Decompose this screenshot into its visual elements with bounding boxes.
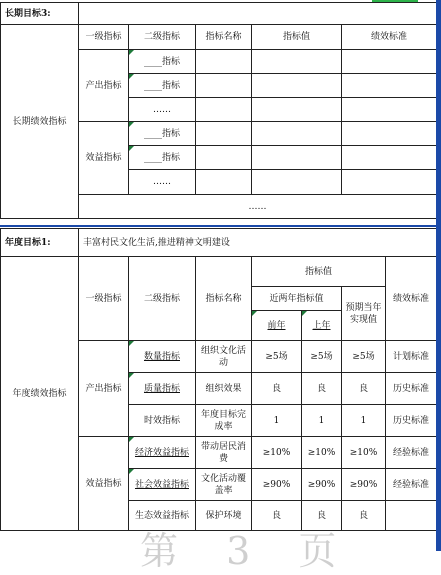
right-border bbox=[436, 0, 441, 551]
row-expected: 良 bbox=[342, 501, 386, 531]
row-level2[interactable]: 社会效益指标 bbox=[129, 469, 196, 501]
cell[interactable] bbox=[342, 122, 437, 146]
long-term-row-header: 长期绩效指标 bbox=[1, 25, 79, 219]
row-name: 带动居民消费 bbox=[196, 437, 252, 469]
header-indicator-value: 指标值 bbox=[252, 25, 342, 50]
row-level2[interactable]: 时效指标 bbox=[129, 405, 196, 437]
output-indicator-2[interactable]: ____指标 bbox=[129, 74, 196, 98]
row-name: 组织效果 bbox=[196, 373, 252, 405]
output-indicator-1[interactable]: ____指标 bbox=[129, 50, 196, 74]
row-name: 组织文化活动 bbox=[196, 341, 252, 373]
row-expected: 1 bbox=[342, 405, 386, 437]
cell[interactable] bbox=[342, 170, 437, 195]
annual-header-expected: 预期当年实现值 bbox=[342, 287, 386, 341]
row-prev: ≥90% bbox=[252, 469, 302, 501]
row-prev: 良 bbox=[252, 373, 302, 405]
row-level2[interactable]: 生态效益指标 bbox=[129, 501, 196, 531]
row-expected: ≥90% bbox=[342, 469, 386, 501]
cell[interactable] bbox=[196, 74, 252, 98]
annual-output-group: 产出指标 bbox=[79, 341, 129, 437]
cell[interactable] bbox=[252, 170, 342, 195]
long-term-goal-content[interactable] bbox=[79, 3, 437, 25]
header-level1: 一级指标 bbox=[79, 25, 129, 50]
bottom-ellipsis: …… bbox=[79, 195, 437, 219]
annual-header-prev-year: 前年 bbox=[252, 311, 302, 341]
row-last: ≥90% bbox=[302, 469, 342, 501]
cell[interactable] bbox=[252, 50, 342, 74]
cell[interactable] bbox=[196, 146, 252, 170]
annual-header-level1: 一级指标 bbox=[79, 257, 129, 341]
section-divider bbox=[0, 225, 436, 227]
row-standard: 计划标准 bbox=[386, 341, 437, 373]
cell[interactable] bbox=[252, 74, 342, 98]
row-standard: 历史标准 bbox=[386, 405, 437, 437]
row-last: ≥5场 bbox=[302, 341, 342, 373]
annual-header-last-year: 上年 bbox=[302, 311, 342, 341]
row-level2[interactable]: 质量指标 bbox=[129, 373, 196, 405]
annual-goal-text[interactable]: 丰富村民文化生活,推进精神文明建设 bbox=[79, 229, 437, 257]
row-last: 良 bbox=[302, 501, 342, 531]
row-level2[interactable]: 经济效益指标 bbox=[129, 437, 196, 469]
annual-header-name: 指标名称 bbox=[196, 257, 252, 341]
row-standard bbox=[386, 501, 437, 531]
row-expected: ≥5场 bbox=[342, 341, 386, 373]
annual-table bbox=[0, 228, 437, 531]
cell[interactable] bbox=[342, 98, 437, 122]
cell[interactable] bbox=[196, 122, 252, 146]
cell[interactable] bbox=[342, 146, 437, 170]
header-standard: 绩效标准 bbox=[342, 25, 437, 50]
cell[interactable] bbox=[342, 50, 437, 74]
annual-header-standard: 绩效标准 bbox=[386, 257, 437, 341]
long-term-goal-label: 长期目标3: bbox=[1, 3, 79, 25]
annual-header-level2: 二级指标 bbox=[129, 257, 196, 341]
output-group-label: 产出指标 bbox=[79, 50, 129, 122]
annual-header-value: 指标值 bbox=[252, 257, 386, 287]
row-prev: 1 bbox=[252, 405, 302, 437]
cell[interactable] bbox=[196, 170, 252, 195]
row-last: 良 bbox=[302, 373, 342, 405]
row-prev: ≥10% bbox=[252, 437, 302, 469]
page-watermark: 第 3 页 bbox=[140, 529, 355, 573]
cell[interactable] bbox=[342, 74, 437, 98]
annual-row-header: 年度绩效指标 bbox=[1, 257, 79, 531]
effect-indicator-2[interactable]: ____指标 bbox=[129, 146, 196, 170]
long-term-table bbox=[0, 2, 437, 219]
cell[interactable] bbox=[252, 146, 342, 170]
row-level2[interactable]: 数量指标 bbox=[129, 341, 196, 373]
row-prev: 良 bbox=[252, 501, 302, 531]
effect-ellipsis: …… bbox=[129, 170, 196, 195]
row-name: 文化活动覆盖率 bbox=[196, 469, 252, 501]
row-standard: 历史标准 bbox=[386, 373, 437, 405]
annual-goal-label: 年度目标1: bbox=[1, 229, 79, 257]
cell[interactable] bbox=[252, 122, 342, 146]
row-last: ≥10% bbox=[302, 437, 342, 469]
cell[interactable] bbox=[196, 98, 252, 122]
annual-header-recent: 近两年指标值 bbox=[252, 287, 342, 311]
cell[interactable] bbox=[196, 50, 252, 74]
row-name: 年度目标完成率 bbox=[196, 405, 252, 437]
row-prev: ≥5场 bbox=[252, 341, 302, 373]
annual-effect-group: 效益指标 bbox=[79, 437, 129, 531]
row-name: 保护环境 bbox=[196, 501, 252, 531]
header-indicator-name: 指标名称 bbox=[196, 25, 252, 50]
row-expected: ≥10% bbox=[342, 437, 386, 469]
row-standard: 经验标准 bbox=[386, 469, 437, 501]
header-level2: 二级指标 bbox=[129, 25, 196, 50]
cell[interactable] bbox=[252, 98, 342, 122]
effect-indicator-1[interactable]: ____指标 bbox=[129, 122, 196, 146]
row-last: 1 bbox=[302, 405, 342, 437]
row-expected: 良 bbox=[342, 373, 386, 405]
row-standard: 经验标准 bbox=[386, 437, 437, 469]
output-ellipsis: …… bbox=[129, 98, 196, 122]
effect-group-label: 效益指标 bbox=[79, 122, 129, 195]
